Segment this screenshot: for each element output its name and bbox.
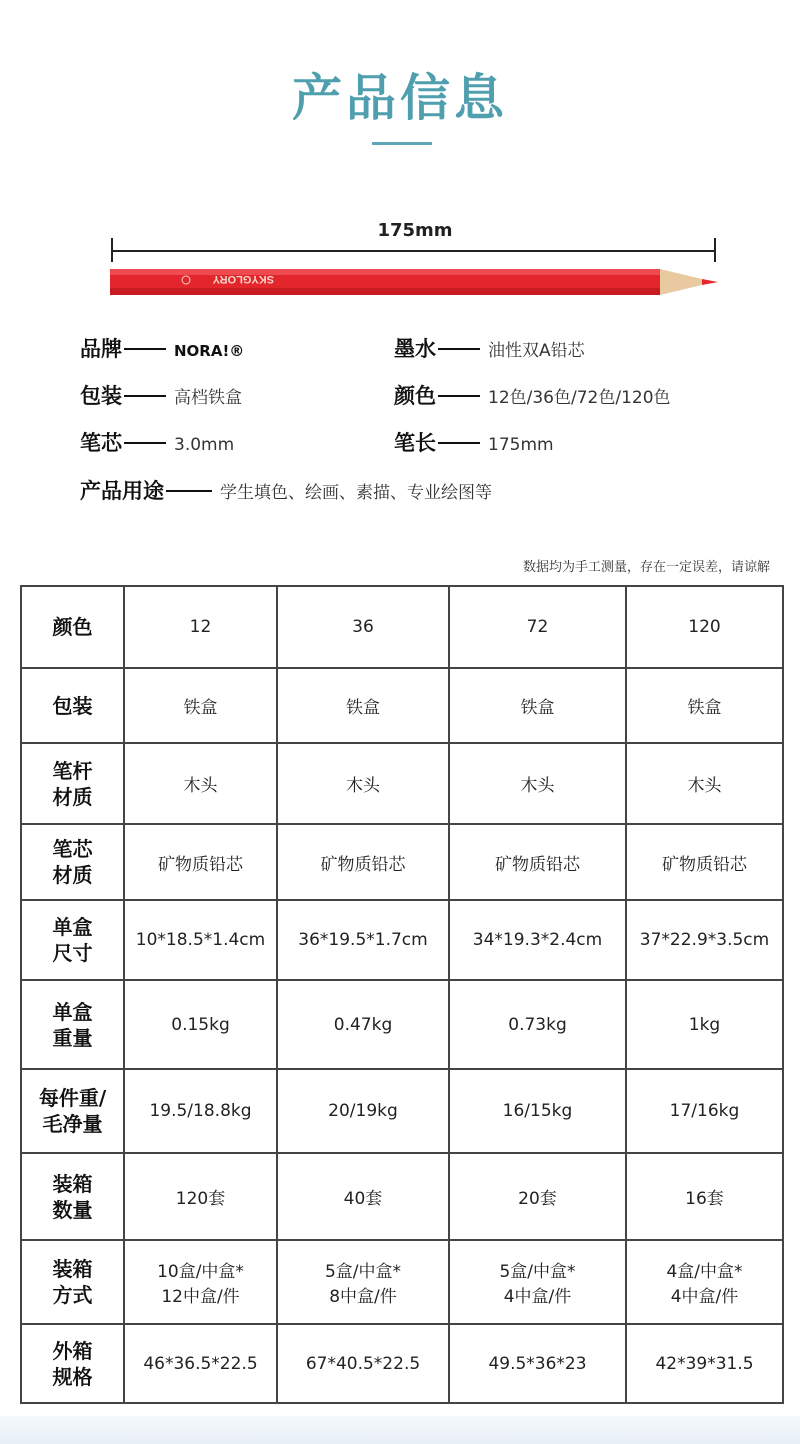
- table-cell-line: 4中盒/件: [670, 1287, 739, 1307]
- table-cell: [449, 743, 626, 824]
- table-cell: [277, 1069, 449, 1153]
- spec-key: 包装: [80, 384, 122, 408]
- table-row: [21, 824, 783, 900]
- row-header-line: 数量: [52, 1197, 93, 1222]
- table-cell: [124, 1324, 277, 1403]
- row-header: [21, 1324, 124, 1403]
- table-cell: [124, 1069, 277, 1153]
- table-cell-line: 49.5*36*23: [488, 1353, 587, 1374]
- row-header: [21, 668, 124, 743]
- table-cell: [449, 1069, 626, 1153]
- table-cell-line: 5盒/中盒*: [499, 1262, 576, 1282]
- table-row: [21, 1240, 783, 1324]
- table-cell-line: 0.47kg: [333, 1014, 393, 1035]
- table-cell-line: 20/19kg: [328, 1101, 398, 1121]
- pencil-lead-tip: [702, 279, 718, 285]
- spec-value: 油性双A铅芯: [488, 341, 585, 361]
- table-cell: [124, 1240, 277, 1324]
- row-header: [21, 743, 124, 824]
- table-cell: [626, 900, 783, 980]
- page-title: 产品信息: [292, 69, 508, 127]
- table-cell: [449, 1324, 626, 1403]
- table-cell: [277, 1240, 449, 1324]
- table-cell-line: 67*40.5*22.5: [305, 1353, 421, 1374]
- row-header-line: 每件重/: [38, 1086, 107, 1110]
- spec-dash: [438, 348, 480, 350]
- table-cell: [277, 1153, 449, 1240]
- table-cell: [277, 586, 449, 668]
- table-cell: [626, 1069, 783, 1153]
- table-cell-line: 铁盒: [183, 698, 218, 718]
- spec-dash: [166, 490, 212, 492]
- spec-value: 175mm: [488, 435, 554, 455]
- table-cell: [449, 1153, 626, 1240]
- pencil-illustration: [110, 266, 722, 300]
- table-cell: [124, 743, 277, 824]
- table-cell: [449, 824, 626, 900]
- table-cell-line: 4中盒/件: [503, 1287, 572, 1307]
- table-cell-line: 16/15kg: [502, 1101, 573, 1121]
- row-header: [21, 824, 124, 900]
- spec-dash: [124, 395, 166, 397]
- row-header-line: 单盒: [52, 999, 93, 1024]
- table-cell-line: 5盒/中盒*: [324, 1262, 402, 1282]
- table-row: [21, 900, 783, 980]
- table-cell: [449, 586, 626, 668]
- table-cell-line: 19.5/18.8kg: [149, 1101, 252, 1121]
- table-cell-line: 16套: [685, 1189, 724, 1209]
- spec-value: 高档铁盒: [174, 388, 242, 408]
- spec-packaging: [80, 380, 242, 410]
- row-header: [21, 1153, 124, 1240]
- table-cell-line: 10盒/中盒*: [157, 1262, 244, 1282]
- table-cell: [277, 900, 449, 980]
- table-row: [21, 586, 783, 668]
- table-cell: [449, 668, 626, 743]
- spec-key: 品牌: [80, 337, 122, 361]
- spec-usage: [80, 475, 492, 505]
- row-header-line: 包装: [52, 693, 93, 718]
- spec-length: [394, 427, 554, 457]
- table-cell-line: 36: [352, 617, 374, 637]
- measurement-note: 数据均为手工测量，存在一定误差，请谅解: [522, 560, 770, 575]
- row-header-line: 材质: [52, 863, 93, 887]
- table-cell-line: 矿物质铅芯: [158, 854, 243, 875]
- table-row: [21, 743, 783, 824]
- row-header-line: 规格: [52, 1364, 93, 1389]
- table-cell: [124, 824, 277, 900]
- table-cell: [277, 1324, 449, 1403]
- table-cell: [626, 1324, 783, 1403]
- row-header: [21, 586, 124, 668]
- table-cell-line: 72: [526, 617, 549, 637]
- table-cell: [626, 668, 783, 743]
- row-header-line: 单盒: [52, 915, 93, 939]
- table-cell-line: 17/16kg: [669, 1101, 740, 1121]
- spec-value: 12色/36色/72色/120色: [488, 388, 671, 408]
- table-cell-line: 铁盒: [346, 698, 380, 718]
- bottom-band: [0, 1416, 800, 1444]
- spec-value: 3.0mm: [174, 435, 235, 455]
- table-cell: [124, 980, 277, 1069]
- spec-ink: [394, 333, 585, 363]
- row-header-line: 笔杆: [52, 758, 93, 783]
- table-row: [21, 980, 783, 1069]
- spec-dash: [438, 395, 480, 397]
- table-cell-line: 0.15kg: [171, 1014, 230, 1035]
- table-cell-line: 8中盒/件: [329, 1287, 397, 1307]
- dimension-line: [112, 250, 716, 252]
- pencil-brand-text: SKYGLORY: [212, 273, 274, 285]
- row-header-line: 装箱: [52, 1171, 93, 1196]
- table-cell: [124, 586, 277, 668]
- spec-key: 产品用途: [80, 479, 164, 503]
- row-header-line: 材质: [52, 784, 93, 809]
- table-cell-line: 木头: [520, 776, 555, 796]
- pencil-wood-tip: [660, 269, 702, 295]
- table-cell-line: 矿物质铅芯: [662, 854, 747, 875]
- table-cell: [124, 900, 277, 980]
- table-cell: [277, 824, 449, 900]
- table-cell-line: 0.73kg: [508, 1014, 567, 1035]
- table-cell-line: 10*18.5*1.4cm: [135, 930, 266, 950]
- dimension-tick-left: [111, 238, 113, 262]
- table-cell: [277, 668, 449, 743]
- table-cell: [626, 1153, 783, 1240]
- row-header-line: 颜色: [52, 615, 93, 639]
- spec-dash: [438, 442, 480, 444]
- table-cell-line: 12: [189, 617, 212, 637]
- spec-brand: [80, 333, 244, 363]
- table-cell: [124, 1153, 277, 1240]
- table-cell: [626, 586, 783, 668]
- spec-dash: [124, 442, 166, 444]
- row-header: [21, 1069, 124, 1153]
- table-cell-line: 铁盒: [520, 698, 555, 718]
- table-cell-line: 46*36.5*22.5: [143, 1353, 258, 1374]
- table-cell-line: 120: [688, 617, 721, 637]
- table-cell-line: 4盒/中盒*: [666, 1262, 743, 1282]
- table-cell-line: 34*19.3*2.4cm: [472, 930, 603, 950]
- row-header-line: 方式: [52, 1283, 93, 1307]
- table-cell-line: 37*22.9*3.5cm: [639, 930, 770, 950]
- spec-colors: [394, 380, 671, 410]
- row-header: [21, 980, 124, 1069]
- spec-table: [20, 585, 784, 1404]
- row-header-line: 装箱: [52, 1257, 93, 1281]
- spec-key: 墨水: [394, 337, 436, 361]
- spec-key: 颜色: [394, 384, 436, 408]
- row-header-line: 外箱: [52, 1338, 93, 1363]
- table-cell-line: 12中盒/件: [161, 1287, 240, 1307]
- table-cell: [626, 980, 783, 1069]
- table-row: [21, 668, 783, 743]
- spec-value: 学生填色、绘画、素描、专业绘图等: [220, 483, 492, 503]
- pencil-shadow: [110, 288, 660, 295]
- table-cell: [449, 980, 626, 1069]
- table-cell-line: 36*19.5*1.7cm: [298, 930, 428, 950]
- row-header: [21, 1240, 124, 1324]
- spec-core: [80, 427, 234, 457]
- table-cell-line: 40套: [343, 1189, 383, 1209]
- table-cell-line: 木头: [183, 776, 218, 796]
- table-cell: [449, 1240, 626, 1324]
- table-cell-line: 矿物质铅芯: [320, 854, 406, 875]
- table-cell-line: 1kg: [688, 1014, 721, 1035]
- title-underline: [372, 142, 432, 145]
- spec-key: 笔长: [394, 431, 436, 455]
- table-cell: [277, 743, 449, 824]
- spec-key: 笔芯: [80, 431, 122, 455]
- spec-dash: [124, 348, 166, 350]
- table-cell: [626, 1240, 783, 1324]
- row-header: [21, 900, 124, 980]
- pencil-highlight: [110, 269, 660, 275]
- table-row: [21, 1153, 783, 1240]
- row-header-line: 尺寸: [52, 941, 93, 965]
- table-cell: [124, 668, 277, 743]
- row-header-line: 笔芯: [52, 837, 93, 861]
- table-cell: [449, 900, 626, 980]
- table-row: [21, 1324, 783, 1403]
- dimension-tick-right: [714, 238, 716, 262]
- table-row: [21, 1069, 783, 1153]
- table-cell-line: 20套: [518, 1189, 557, 1209]
- length-label: 175mm: [377, 220, 453, 241]
- row-header-line: 重量: [52, 1025, 93, 1050]
- table-cell-line: 42*39*31.5: [655, 1353, 754, 1374]
- table-cell-line: 铁盒: [687, 698, 722, 718]
- table-cell-line: 120套: [175, 1189, 226, 1209]
- spec-value: NORA!®: [174, 342, 245, 360]
- row-header-line: 毛净量: [42, 1112, 103, 1136]
- table-cell: [277, 980, 449, 1069]
- table-cell: [626, 743, 783, 824]
- table-cell-line: 木头: [346, 776, 380, 796]
- table-cell: [626, 824, 783, 900]
- table-cell-line: 矿物质铅芯: [495, 854, 580, 875]
- table-cell-line: 木头: [687, 776, 722, 796]
